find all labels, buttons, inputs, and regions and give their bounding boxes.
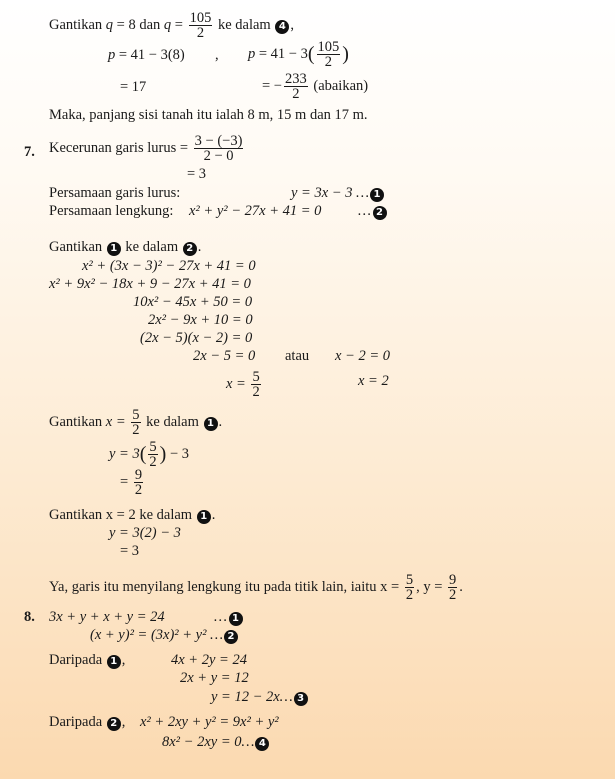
q8-d1: 4x + 2y = 24 <box>171 652 247 668</box>
q7-sub2: Gantikan x = 2 ke dalam 1 . <box>49 507 216 523</box>
q8-eq-1: 3x + y + x + y = 24 <box>49 609 165 625</box>
q7-atau: atau <box>285 348 310 364</box>
q6-conclusion: Maka, panjang sisi tanah itu ialah 8 m, 15 m dan 17 m. <box>49 107 368 123</box>
q7-curve-eq: x² + y² − 27x + 41 = 0 <box>189 203 322 219</box>
q7-gradient-value: = 3 <box>187 166 207 182</box>
circled-number: 4 <box>255 737 269 751</box>
q7-curve-label: Persamaan lengkung: <box>49 203 174 219</box>
q7-y1: y = 3( $\frac{5}{2}$ ) − 3 <box>109 439 190 470</box>
q7-curve-ref: … 2 <box>357 202 388 220</box>
fraction: $\frac{233}{2}$ <box>284 71 307 102</box>
q7-substitute: Gantikan 1 ke dalam 2 . <box>49 239 202 255</box>
q8-from1: Daripada 1 , <box>49 652 126 668</box>
circled-number: 1 <box>197 510 211 524</box>
fraction: $\frac{105}{2}$ <box>189 10 212 41</box>
q6-p-eq-2: p = 41 − 3( $\frac{105}{2}$ ) <box>248 39 349 70</box>
q6-result-1: = 17 <box>120 79 147 95</box>
question-number-8: 8. <box>24 609 35 625</box>
var-q: q <box>105 16 114 33</box>
text: = 8 dan <box>113 16 164 33</box>
circled-number: 2 <box>224 630 238 644</box>
q7-step-4: 2x² − 9x + 10 = 0 <box>148 312 253 328</box>
q7-step-2: x² + 9x² − 18x + 9 − 27x + 41 = 0 <box>49 276 251 292</box>
circled-number: 1 <box>229 612 243 626</box>
q8-d2: 2x + y = 12 <box>180 670 249 686</box>
q6-substitute-line: Gantikan q = 8 dan q = $\frac{105}{2}$ ke dalam 4 , <box>49 10 294 41</box>
q7-y2: y = 3(2) − 3 <box>109 525 181 541</box>
q7-x1: x = $\frac{5}{2}$ <box>226 369 260 400</box>
fraction: $\frac{3 - (-3)}{2 - 0}$ <box>194 133 243 164</box>
q7-x2: x = 2 <box>358 373 389 389</box>
q7-alt: x − 2 = 0 <box>335 348 391 364</box>
q7-step-5: (2x − 5)(x − 2) = 0 <box>140 330 253 346</box>
q8-from2: Daripada 2 , <box>49 714 126 730</box>
fraction: $\frac{105}{2}$ <box>317 39 340 70</box>
fraction: $\frac{5}{2}$ <box>149 439 157 470</box>
q8-eq-1-ref: … 1 <box>213 608 244 626</box>
q7-step-1: x² + (3x − 3)² − 27x + 41 = 0 <box>82 258 256 274</box>
q7-line-eq-label: Persamaan garis lurus: <box>49 185 181 201</box>
var-q: q <box>163 16 172 33</box>
text: ke dalam <box>214 16 275 33</box>
fraction: $\frac{5}{2}$ <box>405 572 414 603</box>
q8-f1: x² + 2xy + y² = 9x² + y² <box>140 714 279 730</box>
q7-final: Ya, garis itu menyilang lengkung itu pada titik lain, iaitu x = $\frac{5}{2}$ , y = $\frac{9}{2}$ . <box>49 572 463 603</box>
circled-number: 4 <box>275 20 289 34</box>
circled-number: 1 <box>370 188 384 202</box>
q6-comma: , <box>215 47 219 63</box>
circled-number: 1 <box>204 417 218 431</box>
q7-y2-result: = 3 <box>120 543 140 559</box>
circled-number: 2 <box>183 242 197 256</box>
text: = <box>171 16 187 33</box>
q7-gradient: Kecerunan garis lurus = $\frac{3 - (-3)}{2 - 0}$ <box>49 133 243 164</box>
q7-step-6: 2x − 5 = 0 <box>193 348 256 364</box>
circled-number: 2 <box>373 206 387 220</box>
q8-d3: y = 12 − 2x… 3 <box>211 688 309 706</box>
q7-line-eq: y = 3x − 3 … 1 <box>291 184 385 202</box>
text: Gantikan <box>49 16 106 33</box>
q8-f2: 8x² − 2xy = 0… 4 <box>162 733 270 751</box>
fraction: $\frac{9}{2}$ <box>134 467 143 498</box>
fraction: $\frac{5}{2}$ <box>252 369 260 400</box>
circled-number: 1 <box>107 242 121 256</box>
q7-sub1: Gantikan x = $\frac{5}{2}$ ke dalam 1 . <box>49 407 223 438</box>
circled-number: 2 <box>107 717 121 731</box>
fraction: $\frac{5}{2}$ <box>132 407 140 438</box>
question-number-7: 7. <box>24 144 35 160</box>
q7-step-3: 10x² − 45x + 50 = 0 <box>133 294 253 310</box>
q6-p-eq-1: p = 41 − 3(8) <box>108 47 185 63</box>
fraction: $\frac{9}{2}$ <box>449 572 457 603</box>
circled-number: 1 <box>107 655 121 669</box>
q6-result-2: = − $\frac{233}{2}$ (abaikan) <box>262 71 369 102</box>
q8-eq-2: (x + y)² = (3x)² + y² … 2 <box>90 626 239 644</box>
circled-number: 3 <box>294 692 308 706</box>
q7-y1-result: = $\frac{9}{2}$ <box>120 467 143 498</box>
